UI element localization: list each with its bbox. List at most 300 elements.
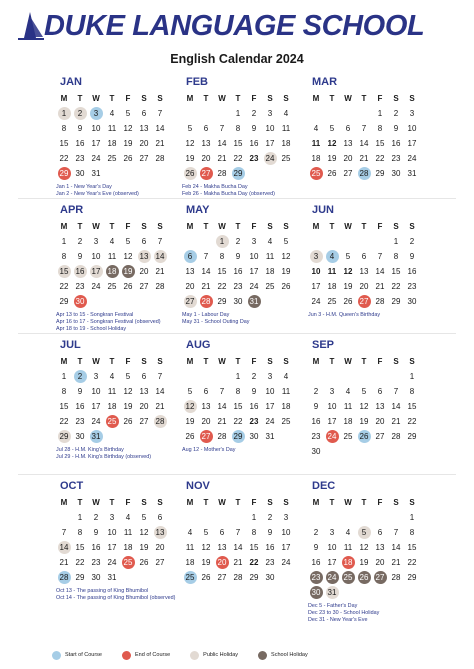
day-cell: 9 [409,252,415,261]
day-cell: 24 [326,430,339,443]
day-cell: 7 [203,252,209,261]
day-cell: 2 [409,237,415,246]
day-cell: 23 [249,417,259,426]
day-cell: 23 [310,571,323,584]
weekday-header: W [218,94,226,103]
day-cell: 25 [122,556,135,569]
empty-cell [214,106,230,121]
day-cell: 26 [123,417,133,426]
day-cell: 5 [345,252,351,261]
day-cell: 1 [58,107,71,120]
holiday-note: Apr 13 to 15 - Songkran Festival [56,312,134,318]
weekday-header: T [109,94,115,103]
day-cell: 7 [393,387,399,396]
day-cell: 8 [251,528,257,537]
day-cell: 8 [235,124,241,133]
day-cell: 15 [75,543,85,552]
weekday-header: M [312,498,320,507]
day-cell: 20 [375,558,385,567]
day-cell: 25 [184,571,197,584]
day-cell: 24 [326,571,339,584]
holiday-note: Oct 13 - The passing of King Bhumibol [56,588,149,594]
legend-label: Public Holiday [203,652,239,658]
day-cell: 24 [249,282,259,291]
day-cell: 10 [281,528,291,537]
day-cell: 18 [281,139,291,148]
day-cell: 24 [281,558,291,567]
day-cell: 23 [265,558,275,567]
day-cell: 23 [311,432,321,441]
day-cell: 5 [203,528,209,537]
day-cell: 22 [249,558,259,567]
day-cell: 7 [157,109,163,118]
day-cell: 2 [77,237,83,246]
month-name: APR [60,204,84,216]
day-cell: 18 [327,282,337,291]
day-cell: 21 [155,139,165,148]
weekday-header: S [283,94,289,103]
day-cell: 5 [125,372,131,381]
day-cell: 10 [91,387,101,396]
day-cell: 21 [233,558,243,567]
day-cell: 8 [77,528,83,537]
month-name: MAY [186,204,210,216]
day-cell: 3 [283,513,289,522]
day-cell: 29 [407,432,417,441]
weekday-header: S [283,222,289,231]
day-cell: 5 [125,237,131,246]
day-cell: 24 [91,417,101,426]
day-cell: 11 [123,528,133,537]
day-cell: 6 [184,250,197,263]
weekday-header: W [344,357,352,366]
weekday-header: S [141,94,147,103]
empty-cell [372,369,388,384]
month-may [182,204,322,326]
day-cell: 28 [200,295,213,308]
day-cell: 20 [359,282,369,291]
day-cell: 3 [310,250,323,263]
weekday-header: M [60,94,68,103]
day-cell: 16 [75,139,85,148]
day-cell: 22 [59,282,69,291]
holiday-note: Apr 16 to 17 - Songkran Festival (observed) [56,318,161,325]
day-cell: 13 [359,267,369,276]
weekday-header: M [186,222,194,231]
empty-cell [324,510,340,525]
day-cell: 27 [217,573,227,582]
weekday-header: S [141,498,147,507]
day-cell: 28 [391,432,401,441]
day-cell: 20 [201,154,211,163]
day-cell: 9 [313,543,319,552]
day-grid [56,354,196,444]
day-cell: 15 [407,543,417,552]
day-cell: 23 [75,154,85,163]
day-cell: 16 [391,139,401,148]
month-oct [56,480,196,602]
holiday-note: Jun 3 - H.M. Queen's Birthday [308,312,381,318]
day-cell: 8 [61,252,67,261]
empty-cell [198,106,214,121]
day-cell: 11 [311,139,321,148]
month-name: NOV [186,480,210,492]
day-cell: 10 [91,124,101,133]
weekday-header: S [409,222,415,231]
day-cell: 31 [265,432,275,441]
day-cell: 1 [61,372,67,381]
holiday-note: Dec 31 - New Year's Eve [308,616,368,623]
day-cell: 27 [155,558,165,567]
day-cell: 12 [343,267,353,276]
day-cell: 7 [157,372,163,381]
day-cell: 25 [107,282,117,291]
day-grid [308,91,448,181]
day-cell: 8 [61,124,67,133]
day-cell: 18 [265,267,275,276]
day-cell: 17 [407,139,417,148]
day-grid [308,354,448,459]
weekday-header: T [203,498,209,507]
day-cell: 1 [393,237,399,246]
day-cell: 19 [122,265,135,278]
day-cell: 26 [281,282,291,291]
day-cell: 26 [343,297,353,306]
day-cell: 24 [407,154,417,163]
day-cell: 12 [139,528,149,537]
day-cell: 23 [75,417,85,426]
weekday-header: W [344,94,352,103]
day-cell: 18 [281,402,291,411]
day-cell: 9 [393,124,399,133]
day-cell: 6 [219,528,225,537]
weekday-header: F [125,94,131,103]
day-cell: 27 [374,571,387,584]
day-cell: 29 [249,573,259,582]
holiday-note: Dec 5 - Father's Day [308,603,358,609]
day-cell: 4 [313,124,319,133]
day-cell: 6 [361,252,367,261]
day-cell: 27 [358,295,371,308]
empty-cell [372,234,388,249]
day-cell: 5 [358,526,371,539]
day-cell: 18 [343,417,353,426]
weekday-header: T [109,357,115,366]
empty-cell [324,369,340,384]
day-cell: 9 [267,528,273,537]
empty-cell [214,369,230,384]
day-cell: 5 [283,237,289,246]
day-cell: 9 [77,252,83,261]
day-cell: 8 [409,387,415,396]
day-cell: 8 [235,387,241,396]
weekday-header: T [77,357,83,366]
day-cell: 26 [327,169,337,178]
day-cell: 10 [311,267,321,276]
day-cell: 29 [59,297,69,306]
legend-item-public [190,651,238,660]
day-cell: 22 [59,417,69,426]
weekday-header: F [377,222,383,231]
empty-cell [340,106,356,121]
day-cell: 19 [123,139,133,148]
day-cell: 9 [313,402,319,411]
holiday-note: Feb 24 - Makha Bucha Day [182,184,248,190]
day-cell: 28 [391,573,401,582]
holiday-notes [182,312,322,326]
day-cell: 15 [233,139,243,148]
month-feb [182,76,322,198]
day-cell: 30 [75,432,85,441]
holiday-notes [56,184,196,198]
day-cell: 7 [393,528,399,537]
day-cell: 9 [251,387,257,396]
month-name: JAN [60,76,83,88]
weekday-header: S [409,498,415,507]
day-cell: 22 [407,558,417,567]
holiday-note: May 31 - School Outing Day [182,318,250,325]
day-cell: 18 [342,556,355,569]
day-cell: 3 [409,109,415,118]
day-cell: 26 [184,167,197,180]
day-cell: 21 [217,417,227,426]
day-cell: 23 [233,282,243,291]
month-name: JUL [60,339,81,351]
sailboat-logo-icon [14,8,48,42]
day-cell: 20 [139,402,149,411]
day-cell: 1 [61,237,67,246]
day-cell: 5 [187,387,193,396]
day-cell: 27 [139,417,149,426]
day-cell: 1 [235,372,241,381]
day-cell: 12 [185,139,195,148]
header [0,6,474,46]
weekday-header: M [186,357,194,366]
day-cell: 10 [327,543,337,552]
day-cell: 11 [327,267,337,276]
holiday-notes [56,312,196,332]
day-cell: 6 [345,124,351,133]
day-grid [308,495,448,600]
empty-cell [308,369,324,384]
weekday-header: W [92,357,100,366]
day-cell: 2 [93,513,99,522]
day-cell: 14 [391,402,401,411]
legend-item-school [258,651,308,660]
day-cell: 4 [187,528,193,537]
day-cell: 13 [185,267,195,276]
day-cell: 22 [233,417,243,426]
day-cell: 19 [185,154,195,163]
day-cell: 16 [74,265,87,278]
weekday-header: S [283,357,289,366]
row-divider [18,198,456,199]
day-cell: 10 [91,252,101,261]
day-cell: 2 [235,237,241,246]
day-cell: 14 [391,543,401,552]
day-cell: 10 [327,402,337,411]
weekday-header: M [186,94,194,103]
day-cell: 29 [375,169,385,178]
day-cell: 13 [139,387,149,396]
day-cell: 16 [311,417,321,426]
holiday-note: Aug 12 - Mother's Day [182,447,236,453]
day-cell: 5 [141,513,147,522]
empty-cell [182,369,198,384]
day-cell: 23 [249,154,259,163]
day-cell: 29 [232,167,245,180]
weekday-header: S [157,498,163,507]
day-cell: 17 [91,139,101,148]
day-cell: 18 [185,558,195,567]
day-cell: 25 [342,571,355,584]
day-cell: 12 [184,400,197,413]
day-cell: 3 [93,237,99,246]
day-cell: 14 [359,139,369,148]
weekday-header: T [77,94,83,103]
day-cell: 13 [201,402,211,411]
weekday-header: T [235,498,241,507]
day-cell: 20 [216,556,229,569]
weekday-header: T [235,94,241,103]
day-cell: 31 [248,295,261,308]
day-cell: 31 [91,169,101,178]
day-cell: 22 [217,282,227,291]
holiday-note: Feb 26 - Makha Bucha Day (observed) [182,190,275,197]
day-cell: 31 [90,430,103,443]
day-cell: 14 [201,267,211,276]
day-grid [308,219,448,309]
day-cell: 3 [93,372,99,381]
holiday-notes [308,312,448,319]
day-cell: 23 [391,154,401,163]
day-cell: 11 [107,124,117,133]
day-cell: 17 [265,139,275,148]
day-cell: 6 [141,109,147,118]
weekday-header: M [312,222,320,231]
empty-cell [356,510,372,525]
empty-cell [388,369,404,384]
holiday-notes [182,184,322,198]
day-cell: 4 [326,250,339,263]
day-cell: 11 [343,543,353,552]
day-cell: 25 [343,432,353,441]
day-cell: 4 [109,109,115,118]
day-cell: 22 [75,558,85,567]
day-cell: 19 [343,282,353,291]
weekday-header: S [141,222,147,231]
empty-cell [198,234,214,249]
day-cell: 11 [185,543,195,552]
day-cell: 23 [407,282,417,291]
day-cell: 10 [249,252,259,261]
legend-label: School Holiday [271,652,308,658]
weekday-header: T [203,222,209,231]
day-cell: 9 [251,124,257,133]
day-cell: 17 [90,265,103,278]
day-cell: 6 [157,513,163,522]
holiday-note: Jan 2 - New Year's Eve (observed) [56,190,139,197]
day-cell: 2 [393,109,399,118]
weekday-header: T [235,357,241,366]
day-cell: 22 [391,282,401,291]
day-cell: 15 [407,402,417,411]
day-cell: 19 [139,543,149,552]
legend-item-start [52,651,102,660]
day-cell: 10 [107,528,117,537]
day-cell: 24 [91,282,101,291]
day-cell: 1 [377,109,383,118]
holiday-notes [56,447,196,461]
empty-cell [198,510,214,525]
day-cell: 13 [217,543,227,552]
day-cell: 6 [203,124,209,133]
weekday-header: T [329,357,335,366]
legend-label: Start of Course [65,652,102,658]
day-cell: 15 [391,267,401,276]
weekday-header: T [203,94,209,103]
day-cell: 7 [157,237,163,246]
day-cell: 13 [138,250,151,263]
day-cell: 15 [375,139,385,148]
holiday-note: Jul 29 - H.M. King's Birthday (observed) [56,453,152,460]
day-grid [182,219,322,309]
weekday-header: T [361,94,367,103]
weekday-header: S [157,357,163,366]
day-cell: 4 [267,237,273,246]
day-cell: 17 [281,543,291,552]
empty-cell [182,234,198,249]
empty-cell [340,234,356,249]
month-name: MAR [312,76,338,88]
day-cell: 14 [217,402,227,411]
day-cell: 11 [265,252,275,261]
day-cell: 7 [219,124,225,133]
weekday-header: S [267,222,273,231]
day-cell: 16 [75,402,85,411]
day-cell: 29 [75,573,85,582]
holiday-note: May 1 - Labour Day [182,312,230,318]
day-cell: 21 [391,417,401,426]
day-cell: 6 [377,528,383,537]
weekday-header: W [218,498,226,507]
empty-cell [230,510,246,525]
weekday-header: F [251,222,257,231]
weekday-header: T [77,222,83,231]
day-cell: 19 [327,154,337,163]
day-cell: 7 [61,528,67,537]
day-grid [56,495,196,585]
weekday-header: T [361,357,367,366]
day-cell: 6 [377,387,383,396]
school-name: DUKE LANGUAGE SCHOOL [44,10,425,42]
day-cell: 29 [217,297,227,306]
weekday-header: M [60,222,68,231]
day-cell: 13 [139,124,149,133]
day-cell: 25 [310,167,323,180]
weekday-header: M [186,498,194,507]
weekday-header: T [329,222,335,231]
day-cell: 8 [393,252,399,261]
day-cell: 29 [58,430,71,443]
day-cell: 30 [91,573,101,582]
day-cell: 9 [77,124,83,133]
day-cell: 28 [233,573,243,582]
day-cell: 11 [343,402,353,411]
day-cell: 9 [93,528,99,537]
month-apr [56,204,196,332]
month-jun [308,204,448,319]
